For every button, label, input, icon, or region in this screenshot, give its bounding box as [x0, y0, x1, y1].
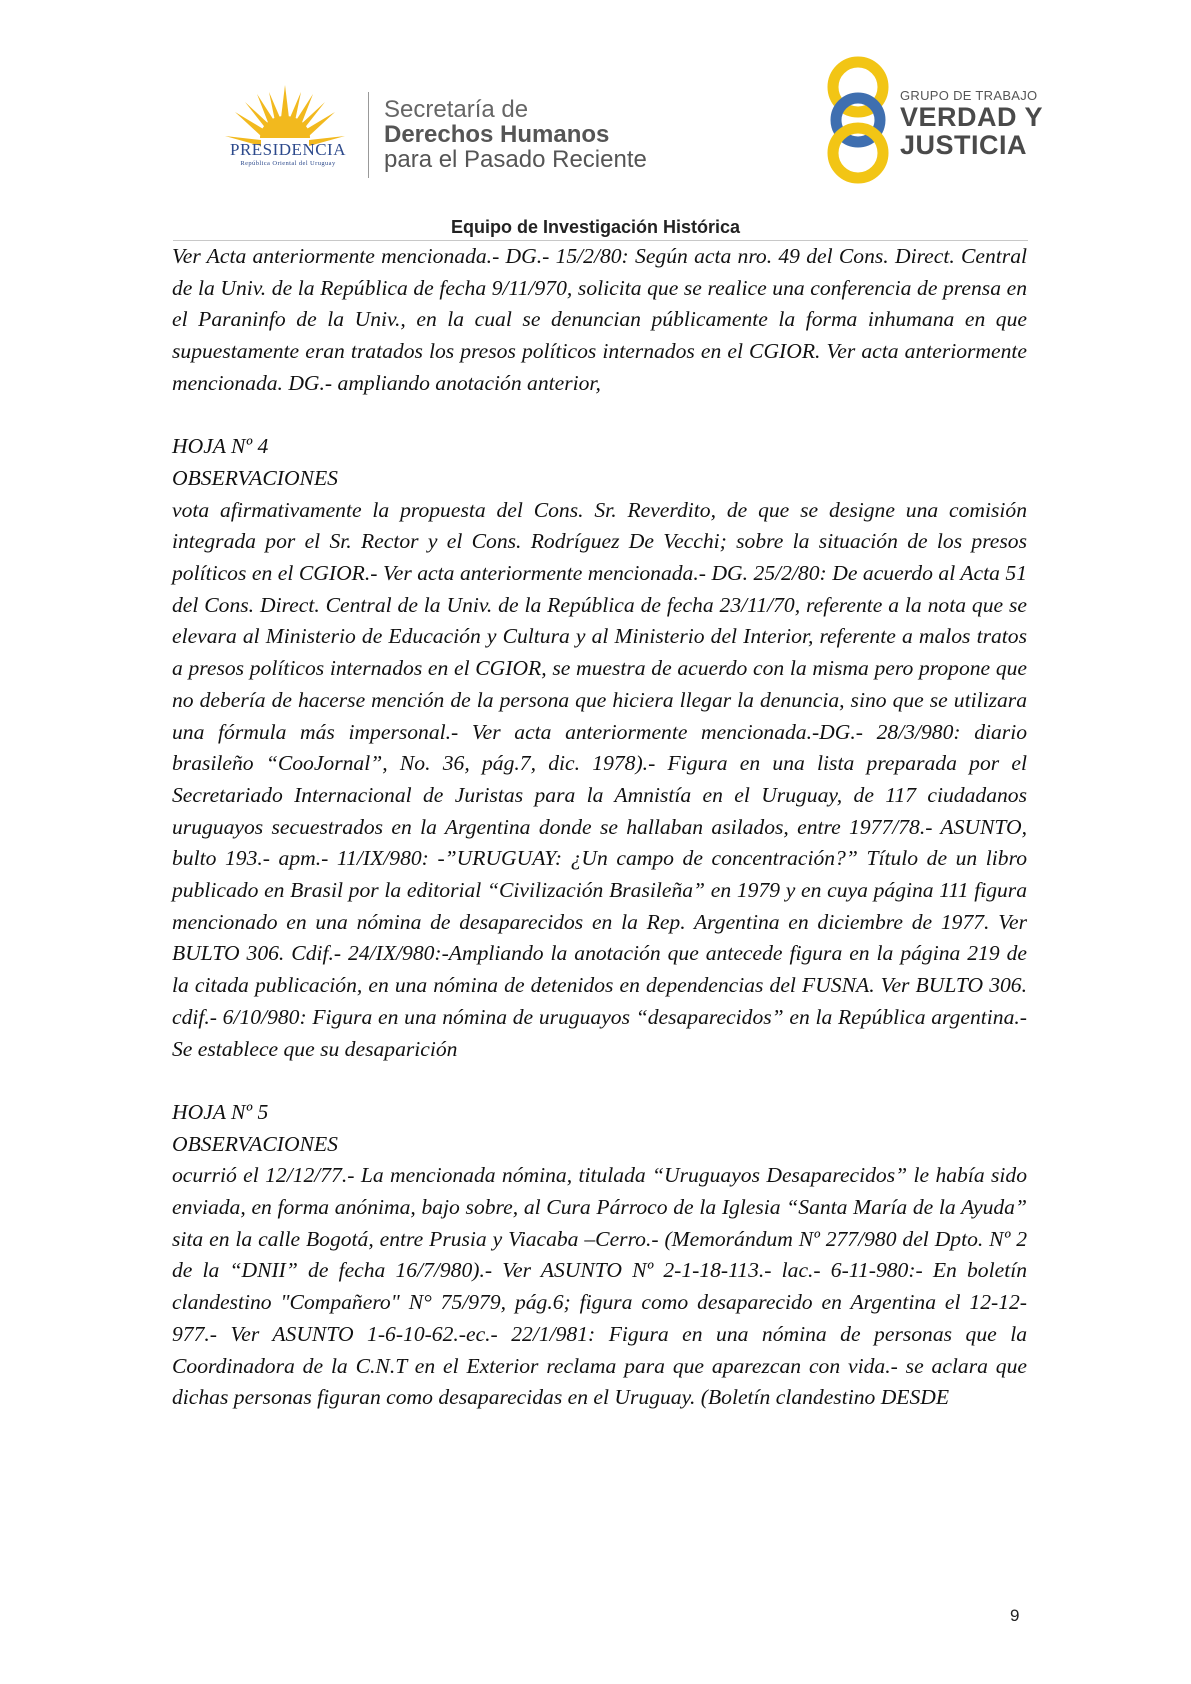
secretariat-line-1: Secretaría de	[384, 96, 529, 123]
spacer	[172, 1065, 1027, 1097]
secretariat-line-2: Derechos Humanos	[384, 121, 610, 148]
intro-paragraph: Ver Acta anteriormente mencionada.- DG.- 15/2/80: Según acta nro. 49 del Cons. Direct. Central de la Univ. de la República de fecha 9/11/970, solicita que se realice una conferencia de prensa en el Paraninfo de la Univ., en la cual se denuncian públicamente la forma inhumana en que supuestamente eran tratados los presos políticos internados en el CGIOR. Ver acta anteriormente mencionada. DG.- ampliando anotación anterior,	[172, 244, 1027, 395]
presidency-name: PRESIDENCIA	[229, 140, 346, 159]
verdad-justicia-rings-logo	[818, 55, 898, 185]
sheet-4-text: vota afirmativamente la propuesta del Cons. Sr. Reverdito, de que se designe una comisión integrada por el Sr. Rector y el Cons. Rodríguez De Vecchi; sobre la situación de los presos políticos en el CGIOR.- Ver acta anteriormente mencionada.- DG. 25/2/80: De acuerdo al Acta 51 del Cons. Direct. Central de la Univ. de la República de fecha 23/11/70, referente a la nota que se elevara al Ministerio de Educación y Cultura y al Ministerio del Interior, referente a malos tratos a presos políticos internados en el CGIOR, se muestra de acuerdo con la misma pero propone que no debería de hacerse mención de la persona que hiciera llegar la denuncia, sino que se utilizara una fórmula más impersonal.- Ver acta anteriormente mencionada.-DG.- 28/3/980: diario brasileño “CooJornal”, No. 36, pág.7, dic. 1978).- Figura en una lista preparada por el Secretariado Internacional de Juristas para la Amnistía en el Uruguay, de 117 ciudadanos uruguayos secuestrados en la Argentina donde se hallaban asilados, entre 1977/78.- ASUNTO, bulto 193.- apm.- 11/IX/980: -”URUGUAY: ¿Un campo de concentración?” Título de un libro publicado en Brasil por la editorial “Civilización Brasileña” en 1979 y en cuya página 111 figura mencionado en una nómina de desaparecidos en la Rep. Argentina en diciembre de 1977. Ver BULTO 306. Cdif.- 24/IX/980:-Ampliando la anotación que antecede figura en la página 219 de la citada publicación, en una nómina de detenidos en dependencias del FUSNA. Ver BULTO 306. cdif.- 6/10/980: Figura en una nómina de uruguayos “desaparecidos” en la República argentina.- Se establece que su desaparición	[172, 497, 1027, 1061]
group-name-line-1: VERDAD Y	[900, 102, 1044, 132]
sheet-5-heading: HOJA Nº 5	[172, 1099, 269, 1124]
spacer	[172, 400, 1027, 432]
header-divider	[368, 92, 369, 178]
sheet-4-observations-label: OBSERVACIONES	[172, 465, 338, 490]
page-header	[0, 0, 1191, 200]
presidency-subtitle: República Oriental del Uruguay	[240, 160, 336, 167]
secretariat-title	[384, 97, 647, 172]
verdad-justicia-text	[900, 88, 1043, 159]
group-name-line-2: JUSTICIA	[900, 130, 1028, 160]
group-label: GRUPO DE TRABAJO	[900, 88, 1038, 103]
team-title: Equipo de Investigación Histórica	[450, 217, 741, 237]
page-number: 9	[1010, 1606, 1020, 1625]
document-body	[172, 241, 1027, 1414]
secretariat-line-3: para el Pasado Reciente	[384, 146, 647, 173]
sheet-5-observations-label: OBSERVACIONES	[172, 1131, 338, 1156]
sheet-5-text: ocurrió el 12/12/77.- La mencionada nómina, titulada “Uruguayos Desaparecidos” le había sido enviada, en forma anónima, bajo sobre, al Cura Párroco de la Iglesia “Santa María de la Ayuda” sita en la calle Bogotá, entre Prusia y Viacaba –Cerro.- (Memorándum Nº 277/980 del Dpto. Nº 2 de la “DNII” de fecha 16/7/980).- Ver ASUNTO Nº 2-1-18-113.- lac.- 6-11-980:- En boletín clandestino "Compañero" N° 75/979, pág.6; figura como desaparecido en Argentina el 12-12-977.- Ver ASUNTO 1-6-10-62.-ec.- 22/1/981: Figura en una nómina de personas que la Coordinadora de la C.N.T en el Exterior reclama para que aparezcan con vida.- se aclara que dichas personas figuran como desaparecidas en el Uruguay. (Boletín clandestino DESDE	[172, 1163, 1027, 1410]
sheet-4-heading: HOJA Nº 4	[172, 434, 269, 459]
